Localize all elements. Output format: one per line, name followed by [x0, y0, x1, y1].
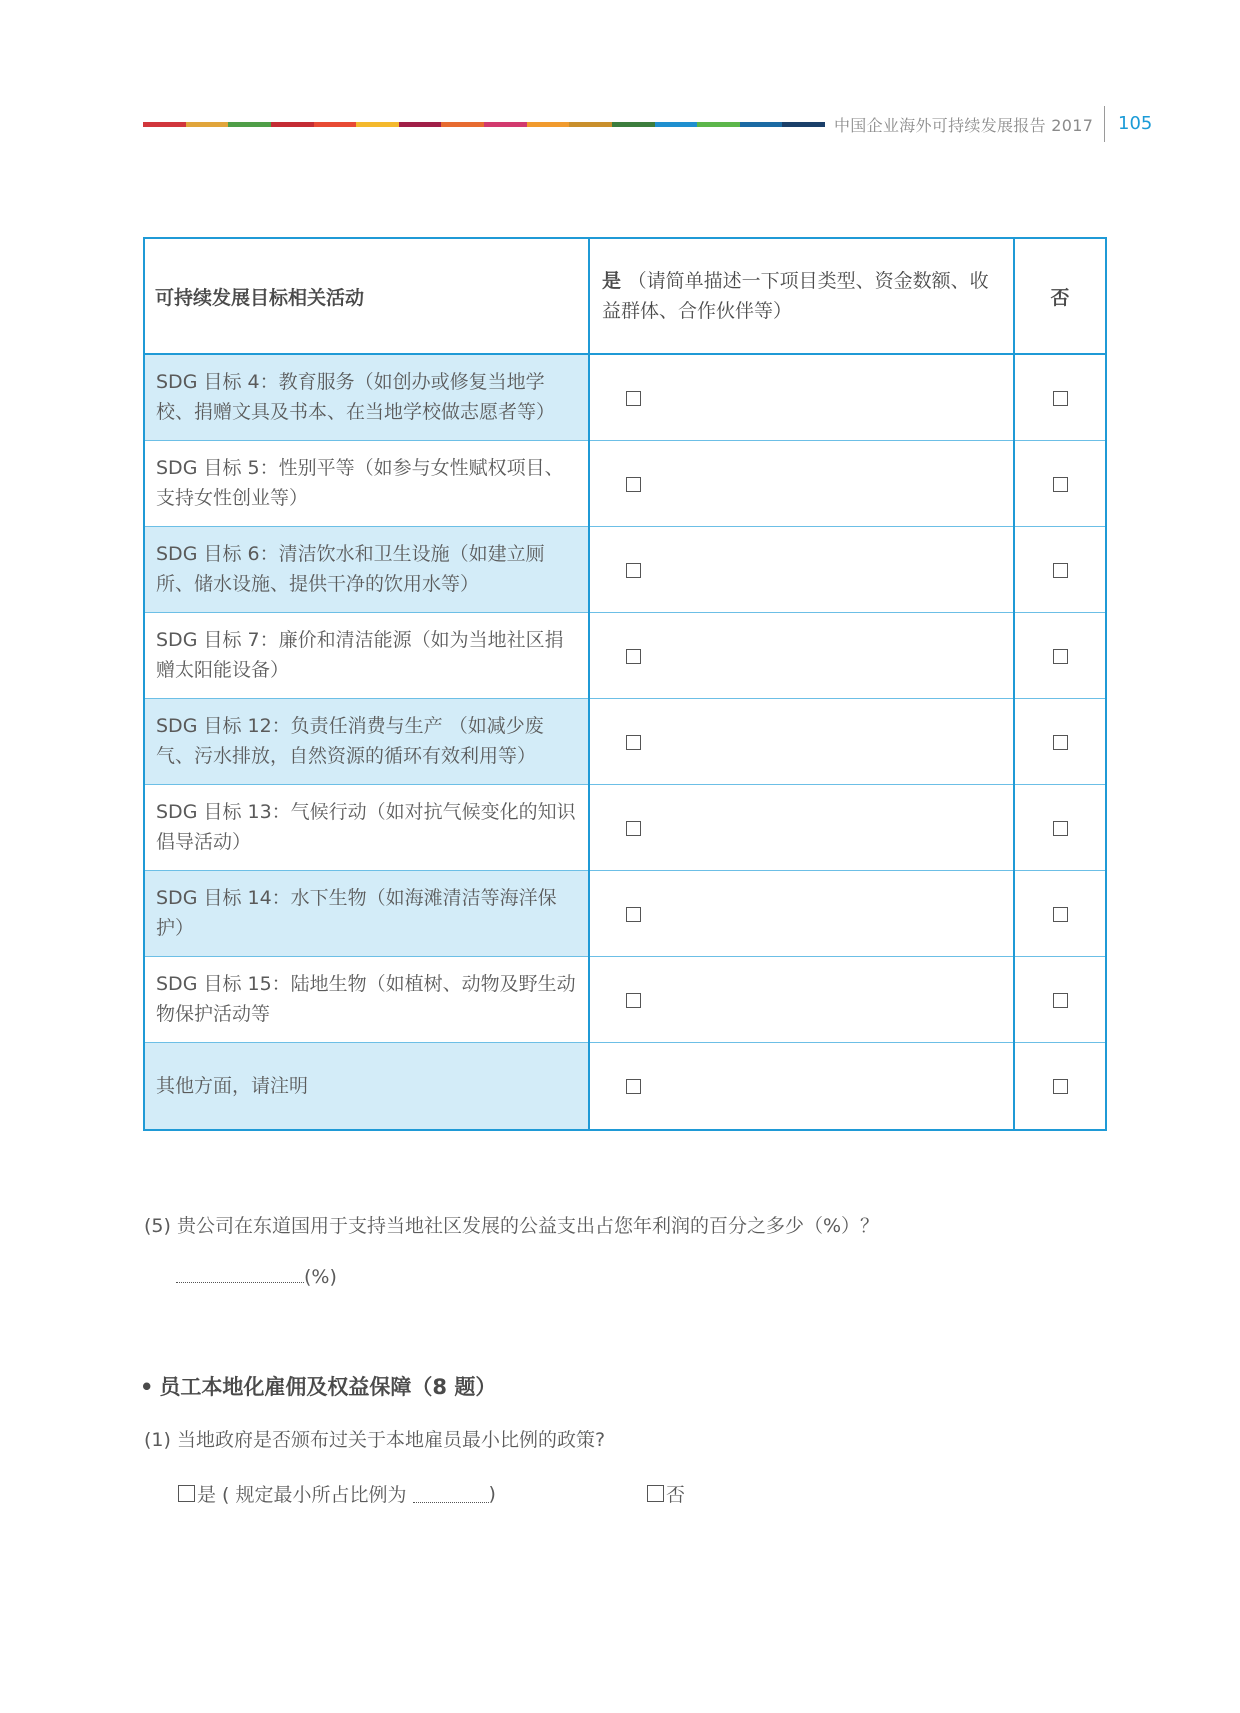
color-bar-segment	[740, 122, 783, 127]
no-checkbox-icon[interactable]	[1053, 735, 1068, 750]
no-cell	[1014, 440, 1106, 526]
color-bar-segment	[271, 122, 314, 127]
option-yes-label: 是 ( 规定最小所占比例为	[197, 1484, 407, 1506]
percent-input-blank[interactable]	[176, 1264, 304, 1283]
no-checkbox-icon[interactable]	[1053, 821, 1068, 836]
activity-cell: SDG 目标 14：水下生物（如海滩清洁等海洋保护）	[144, 870, 589, 956]
question-5-answer	[176, 1264, 337, 1288]
table-row	[144, 526, 1106, 612]
no-checkbox-icon[interactable]	[1053, 391, 1068, 406]
table-row	[144, 698, 1106, 784]
checkbox-icon[interactable]	[178, 1485, 195, 1502]
sdg-color-bar	[143, 122, 825, 127]
yes-checkbox-icon[interactable]	[626, 477, 641, 492]
percent-unit: (%)	[304, 1266, 337, 1288]
color-bar-segment	[697, 122, 740, 127]
table-row	[144, 440, 1106, 526]
color-bar-segment	[782, 122, 825, 127]
no-checkbox-icon[interactable]	[1053, 477, 1068, 492]
yes-checkbox-icon[interactable]	[626, 649, 641, 664]
no-checkbox-icon[interactable]	[1053, 1079, 1068, 1094]
option-yes[interactable]	[178, 1480, 496, 1507]
activity-cell: SDG 目标 7：廉价和清洁能源（如为当地社区捐赠太阳能设备）	[144, 612, 589, 698]
color-bar-segment	[186, 122, 229, 127]
header-divider	[1104, 106, 1105, 142]
yes-label: 是	[602, 270, 622, 292]
no-cell	[1014, 1042, 1106, 1130]
sdg-activities-table	[143, 237, 1107, 1131]
question-1-options	[178, 1480, 686, 1507]
section-title: 员工本地化雇佣及权益保障（8 题）	[159, 1375, 497, 1399]
color-bar-segment	[356, 122, 399, 127]
color-bar-segment	[484, 122, 527, 127]
activity-cell: 其他方面，请注明	[144, 1042, 589, 1130]
color-bar-segment	[441, 122, 484, 127]
yes-description: （请简单描述一下项目类型、资金数额、收益群体、合作伙伴等）	[602, 270, 989, 322]
table-header-row	[144, 238, 1106, 354]
no-checkbox-icon[interactable]	[1053, 563, 1068, 578]
yes-cell	[589, 956, 1014, 1042]
ratio-input-blank[interactable]	[413, 1484, 489, 1503]
yes-checkbox-icon[interactable]	[626, 821, 641, 836]
color-bar-segment	[228, 122, 271, 127]
table-row	[144, 870, 1106, 956]
yes-checkbox-icon[interactable]	[626, 1079, 641, 1094]
column-header-yes	[589, 238, 1014, 354]
yes-checkbox-icon[interactable]	[626, 907, 641, 922]
table-body	[144, 354, 1106, 1130]
no-cell	[1014, 526, 1106, 612]
table-row	[144, 354, 1106, 440]
yes-cell	[589, 870, 1014, 956]
yes-cell	[589, 354, 1014, 440]
yes-cell	[589, 784, 1014, 870]
no-checkbox-icon[interactable]	[1053, 907, 1068, 922]
yes-cell	[589, 440, 1014, 526]
activity-cell: SDG 目标 5：性别平等（如参与女性赋权项目、支持女性创业等）	[144, 440, 589, 526]
color-bar-segment	[399, 122, 442, 127]
activity-cell: SDG 目标 15：陆地生物（如植树、动物及野生动物保护活动等	[144, 956, 589, 1042]
table-row	[144, 1042, 1106, 1130]
option-no-label: 否	[666, 1484, 686, 1506]
question-1: (1) 当地政府是否颁布过关于本地雇员最小比例的政策?	[144, 1429, 606, 1451]
yes-checkbox-icon[interactable]	[626, 563, 641, 578]
yes-checkbox-icon[interactable]	[626, 391, 641, 406]
no-cell	[1014, 698, 1106, 784]
yes-cell	[589, 1042, 1014, 1130]
color-bar-segment	[314, 122, 357, 127]
table-row	[144, 784, 1106, 870]
option-yes-suffix: )	[488, 1482, 496, 1505]
report-title: 中国企业海外可持续发展报告 2017	[834, 116, 1094, 135]
column-header-no: 否	[1014, 238, 1106, 354]
color-bar-segment	[569, 122, 612, 127]
activity-cell: SDG 目标 4：教育服务（如创办或修复当地学校、捐赠文具及书本、在当地学校做志愿者等）	[144, 354, 589, 440]
yes-cell	[589, 526, 1014, 612]
color-bar-segment	[527, 122, 570, 127]
table-row	[144, 956, 1106, 1042]
column-header-activity: 可持续发展目标相关活动	[144, 238, 589, 354]
yes-checkbox-icon[interactable]	[626, 735, 641, 750]
color-bar-segment	[655, 122, 698, 127]
color-bar-segment	[143, 122, 186, 127]
section-heading	[140, 1371, 496, 1401]
no-cell	[1014, 956, 1106, 1042]
bullet-icon: •	[140, 1375, 154, 1399]
color-bar-segment	[612, 122, 655, 127]
page-number: 105	[1118, 113, 1153, 134]
no-cell	[1014, 870, 1106, 956]
no-cell	[1014, 354, 1106, 440]
no-checkbox-icon[interactable]	[1053, 993, 1068, 1008]
activity-cell: SDG 目标 12：负责任消费与生产 （如减少废气、污水排放，自然资源的循环有效利用等）	[144, 698, 589, 784]
no-checkbox-icon[interactable]	[1053, 649, 1068, 664]
checkbox-icon[interactable]	[647, 1485, 664, 1502]
yes-cell	[589, 612, 1014, 698]
no-cell	[1014, 612, 1106, 698]
yes-cell	[589, 698, 1014, 784]
yes-checkbox-icon[interactable]	[626, 993, 641, 1008]
no-cell	[1014, 784, 1106, 870]
activity-cell: SDG 目标 13：气候行动（如对抗气候变化的知识倡导活动）	[144, 784, 589, 870]
activity-cell: SDG 目标 6：清洁饮水和卫生设施（如建立厕所、储水设施、提供干净的饮用水等）	[144, 526, 589, 612]
table-row	[144, 612, 1106, 698]
question-5: (5) 贵公司在东道国用于支持当地社区发展的公益支出占您年利润的百分之多少（%）？	[144, 1215, 880, 1237]
option-no[interactable]	[647, 1480, 685, 1507]
